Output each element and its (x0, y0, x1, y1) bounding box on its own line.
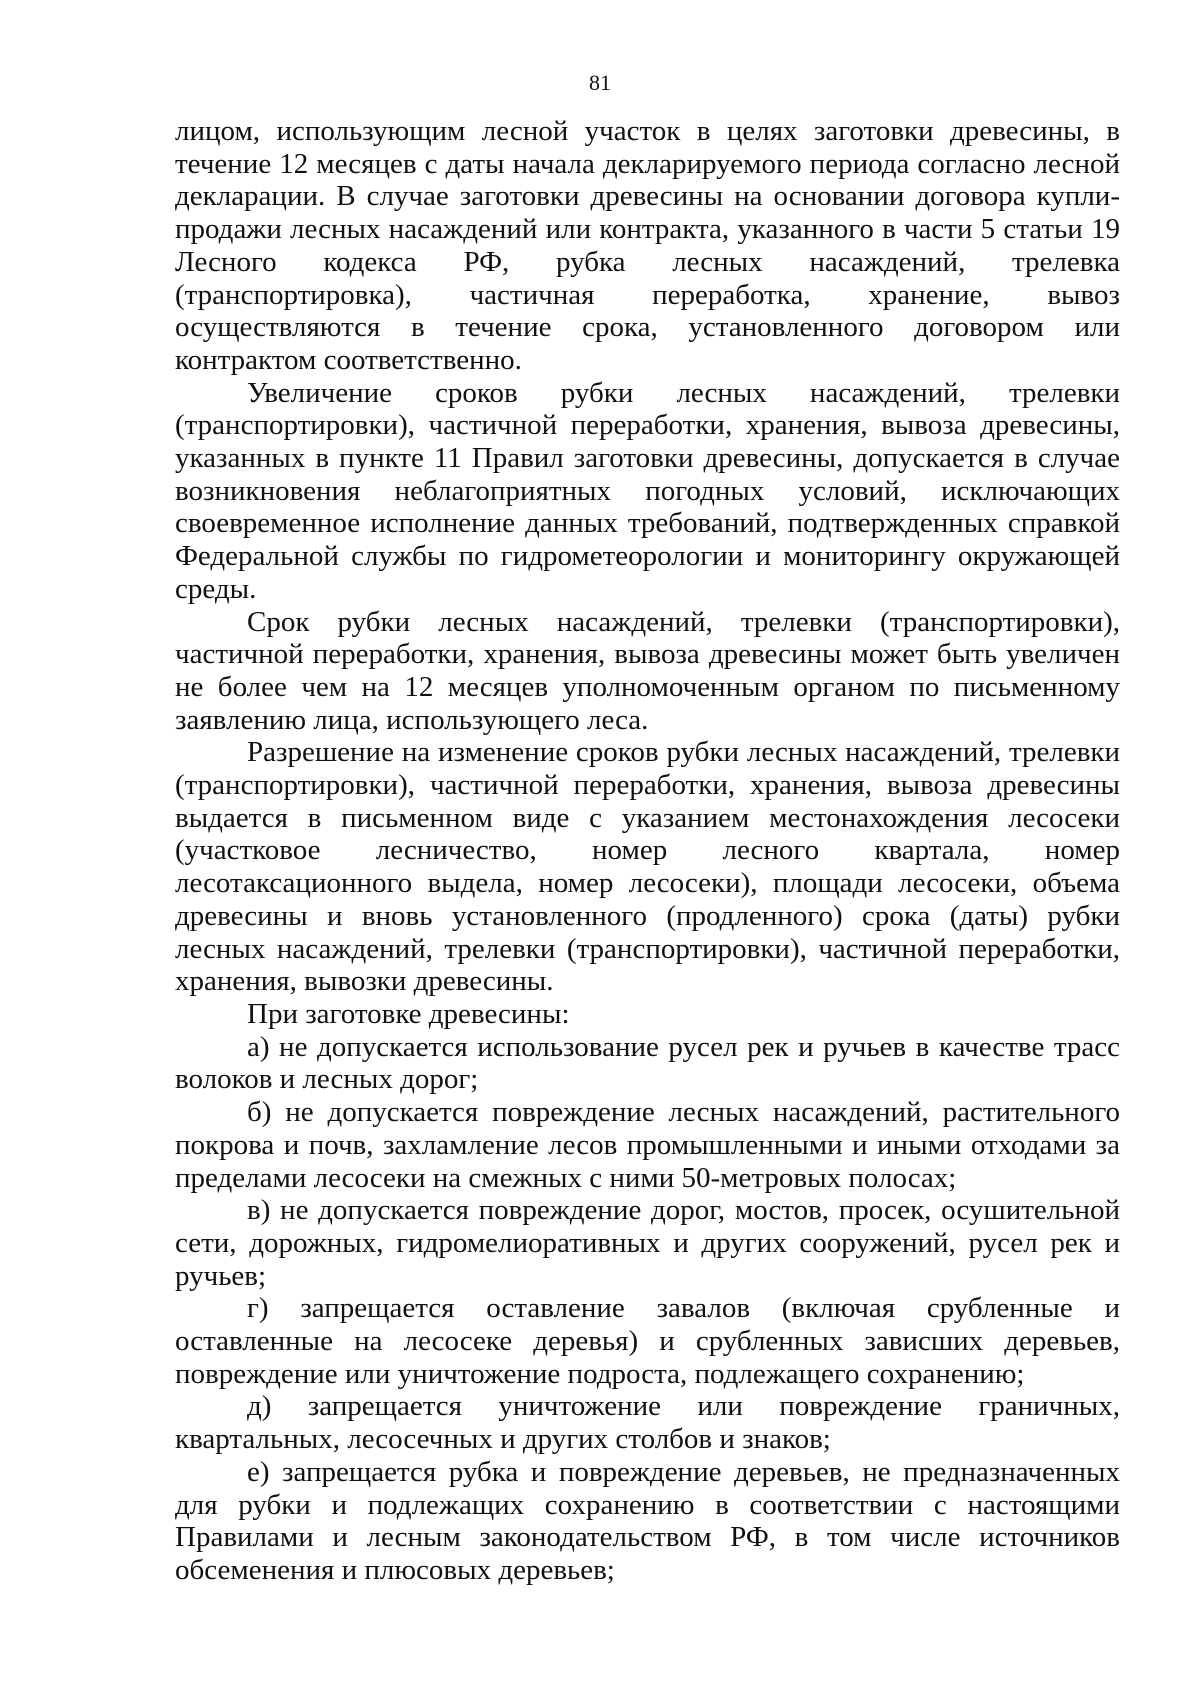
list-item-v: в) не допускается повреждение дорог, мостов, просек, осушительной сети, дорожных, гидромелиоративных и других сооружений, русел рек и ручьев; (175, 1194, 1120, 1292)
paragraph-continuation: лицом, использующим лесной участок в целях заготовки древесины, в течение 12 месяцев с даты начала декларируемого периода согласно лесной декларации. В случае заготовки древесины на основании договора купли-продажи лесных насаждений или контракта, указанного в части 5 статьи 19 Лесного кодекса РФ, рубка лесных насаждений, трелевка (транспортировка), частичная переработка, хранение, вывоз осуществляются в течение срока, установленного договором или контрактом соответственно. (175, 115, 1120, 376)
document-body (175, 115, 1120, 1587)
list-item-b: б) не допускается повреждение лесных насаждений, растительного покрова и почв, захламление лесов промышленными и иными отходами за пределами лесосеки на смежных с ними 50-метровых полосах; (175, 1096, 1120, 1194)
page-number: 81 (589, 70, 611, 95)
list-item-a: а) не допускается использование русел рек и ручьев в качестве трасс волоков и лесных дорог; (175, 1030, 1120, 1096)
paragraph-term-extension: Увеличение сроков рубки лесных насаждений, трелевки (транспортировки), частичной переработки, хранения, вывоза древесины, указанных в пункте 11 Правил заготовки древесины, допускается в случае возникновения неблагоприятных погодных условий, исключающих своевременное исполнение данных требований, подтвержденных справкой Федеральной службы по гидрометеорологии и мониторингу окружающей среды. (175, 376, 1120, 605)
paragraph-permission: Разрешение на изменение сроков рубки лесных насаждений, трелевки (транспортировки), частичной переработки, хранения, вывоза древесины выдается в письменном виде с указанием местонахождения лесосеки (участковое лесничество, номер лесного квартала, номер лесотаксационного выдела, номер лесосеки), площади лесосеки, объема древесины и вновь установленного (продленного) срока (даты) рубки лесных насаждений, трелевки (транспортировки), частичной переработки, хранения, вывозки древесины. (175, 736, 1120, 998)
list-item-g: г) запрещается оставление завалов (включая срубленные и оставленные на лесосеке деревья) и срубленных зависших деревьев, повреждение или уничтожение подроста, подлежащего сохранению; (175, 1292, 1120, 1390)
list-item-d: д) запрещается уничтожение или повреждение граничных, квартальных, лесосечных и других столбов и знаков; (175, 1390, 1120, 1456)
paragraph-list-intro: При заготовке древесины: (247, 997, 570, 1030)
list-item-e: е) запрещается рубка и повреждение деревьев, не предназначенных для рубки и подлежащих сохранению в соответствии с настоящими Правилами и лесным законодательством РФ, в том числе источников обсеменения и плюсовых деревьев; (175, 1455, 1120, 1586)
paragraph-term-limit: Срок рубки лесных насаждений, трелевки (транспортировки), частичной переработки, хранения, вывоза древесины может быть увеличен не более чем на 12 месяцев уполномоченным органом по письменному заявлению лица, использующего леса. (175, 605, 1120, 736)
